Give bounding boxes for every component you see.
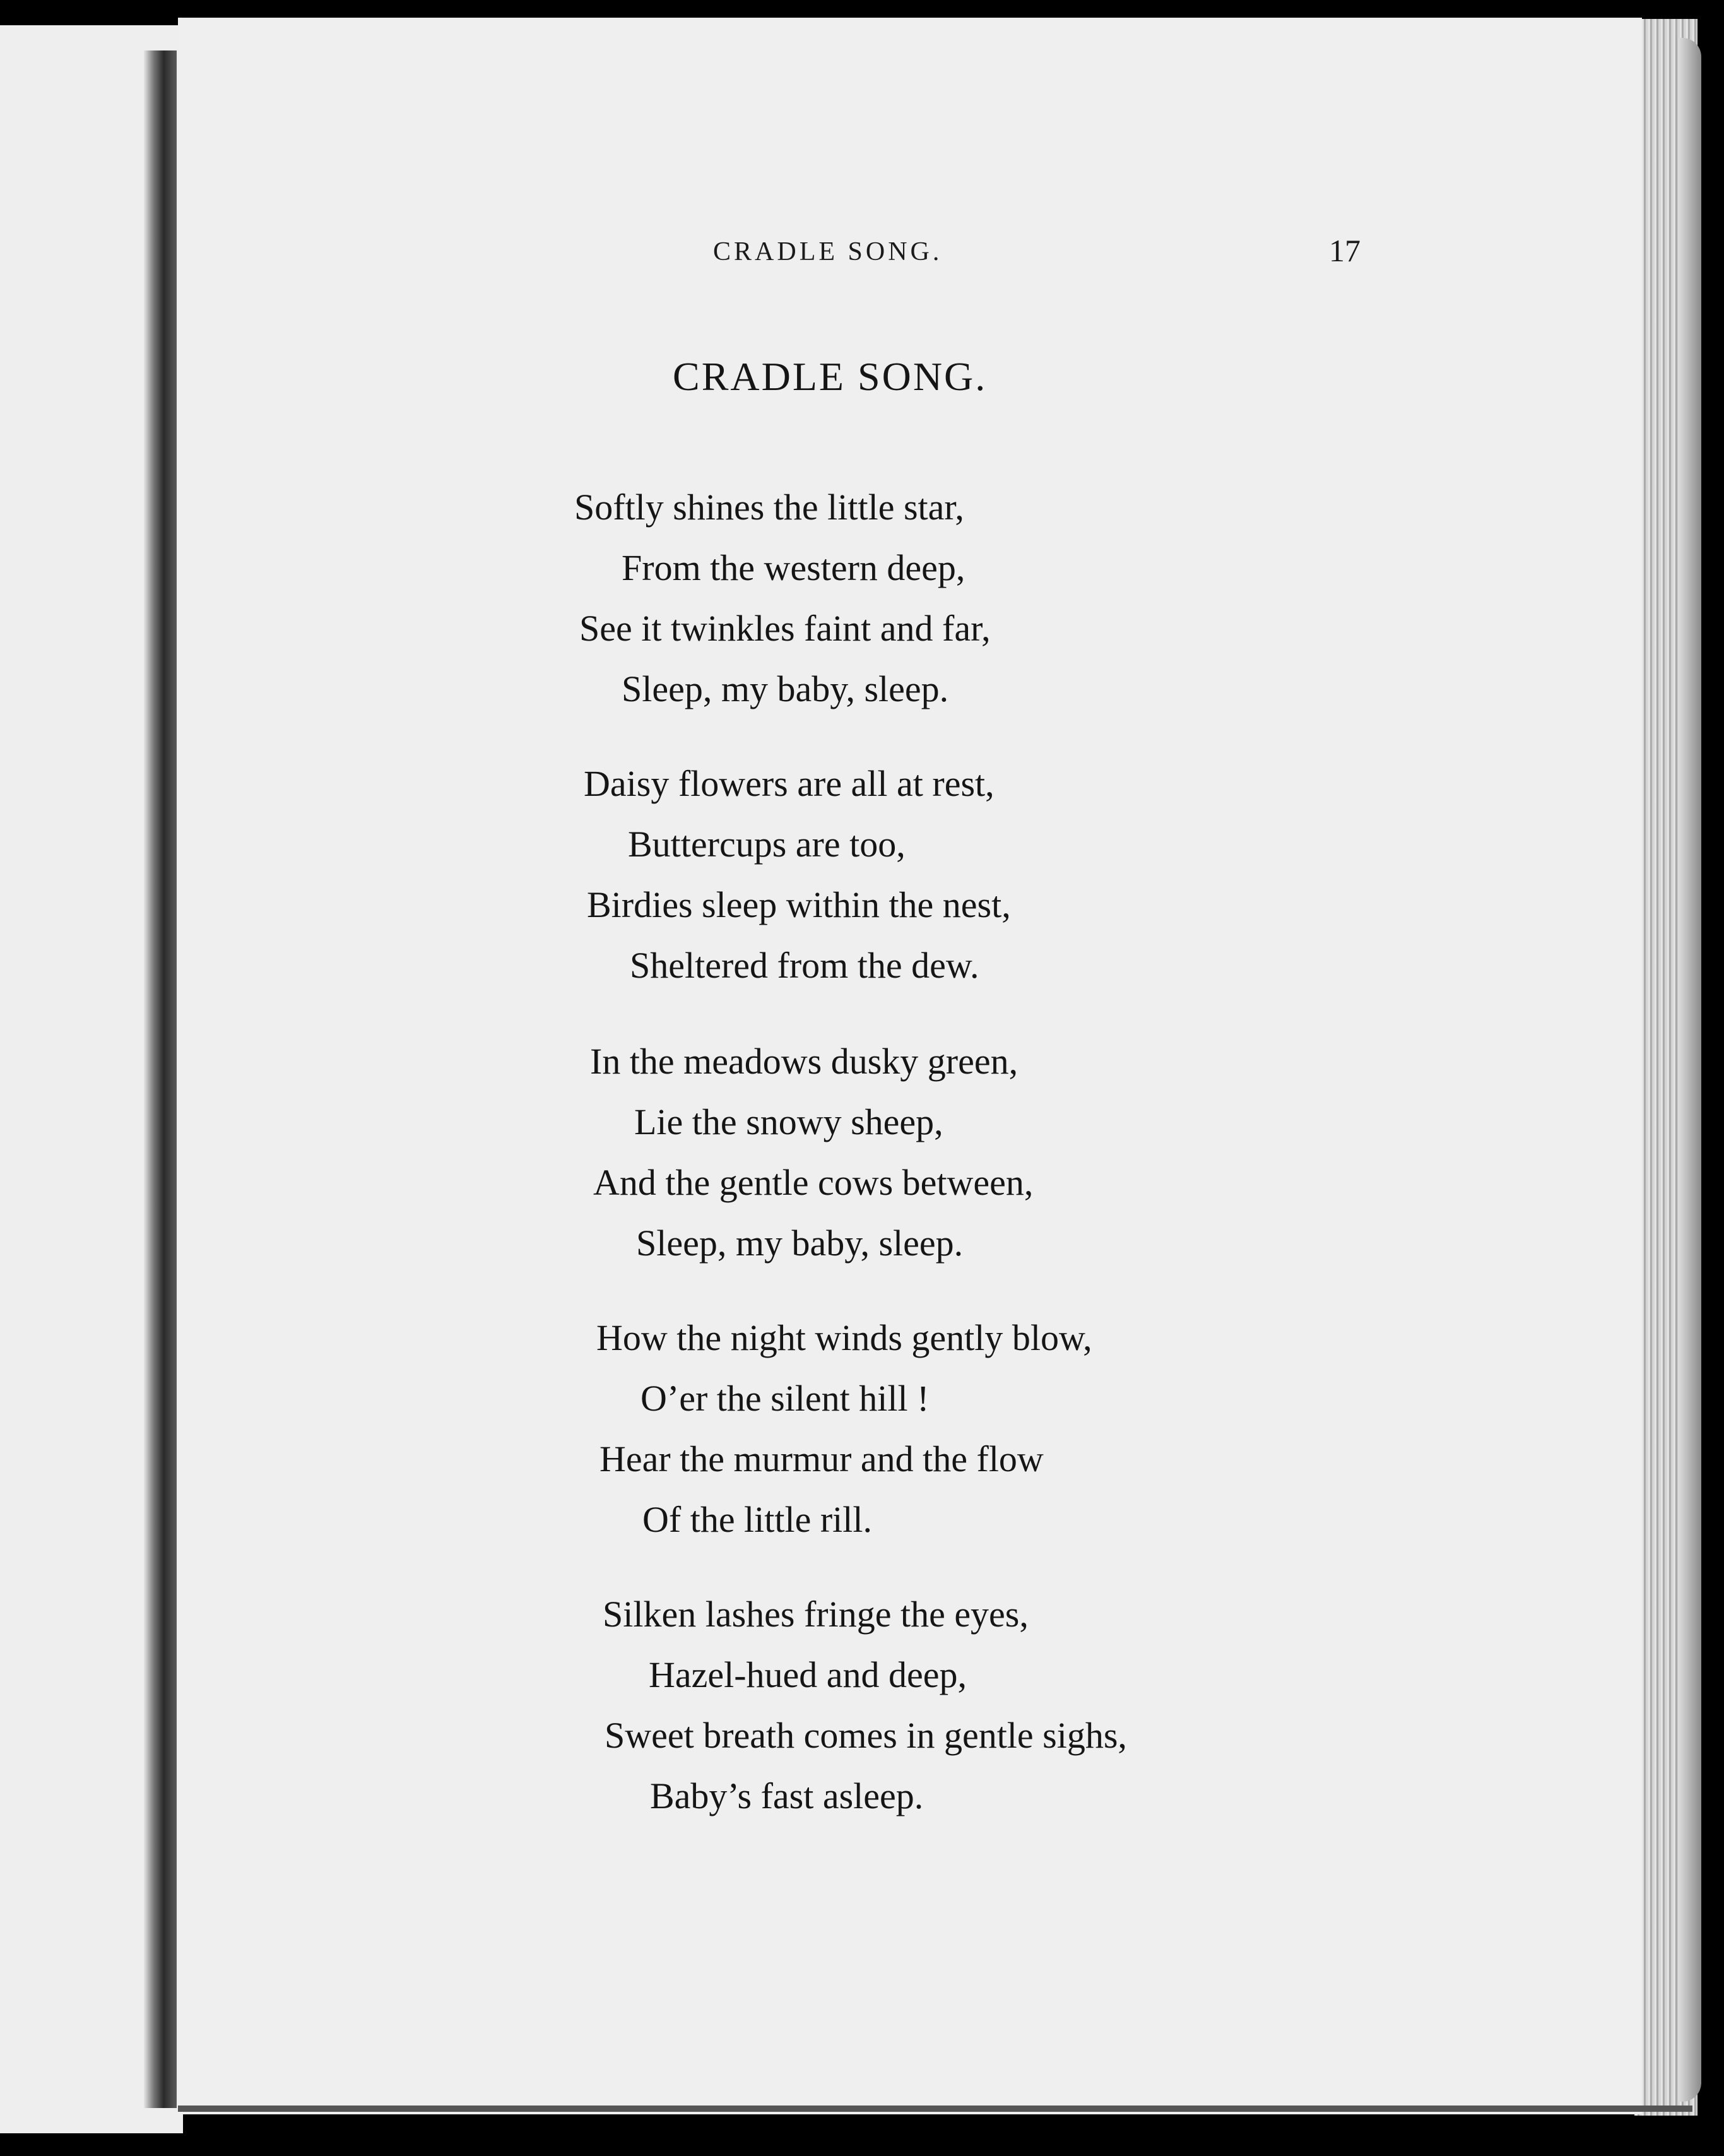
page-number: 17	[1329, 233, 1361, 268]
poem-line: Sleep, my baby, sleep.	[636, 1223, 964, 1264]
poem-line: Sweet breath comes in gentle sighs,	[605, 1715, 1127, 1756]
poem-line: See it twinkles faint and far,	[579, 608, 991, 649]
poem-title: CRADLE SONG.	[673, 354, 988, 399]
poem-line: How the night winds gently blow,	[596, 1317, 1092, 1358]
page-stack-shadow	[1679, 38, 1701, 2102]
poem-line: Silken lashes fringe the eyes,	[603, 1594, 1029, 1635]
poem-line: Buttercups are too,	[628, 824, 906, 865]
poem-line: And the gentle cows between,	[593, 1162, 1034, 1203]
poem-line: Birdies sleep within the nest,	[587, 884, 1011, 925]
poem-line: Baby’s fast asleep.	[650, 1775, 924, 1816]
poem-line: From the western deep,	[622, 547, 965, 588]
running-head: CRADLE SONG.	[713, 237, 943, 266]
poem-line: Sheltered from the dew.	[630, 945, 979, 986]
poem-line: Softly shines the little star,	[574, 487, 964, 528]
poem-line: In the meadows dusky green,	[590, 1041, 1018, 1082]
poem-line: Sleep, my baby, sleep.	[622, 668, 949, 709]
book-gutter	[144, 50, 177, 2108]
poem-line: Of the little rill.	[642, 1499, 873, 1540]
poem-line: Hazel-hued and deep,	[649, 1654, 967, 1695]
poem-line: O’er the silent hill !	[641, 1378, 930, 1419]
poem-line: Lie the snowy sheep,	[634, 1101, 943, 1142]
page-bottom-edge	[178, 2106, 1692, 2112]
poem-line: Hear the murmur and the flow	[599, 1438, 1044, 1479]
poem-line: Daisy flowers are all at rest,	[584, 763, 995, 804]
